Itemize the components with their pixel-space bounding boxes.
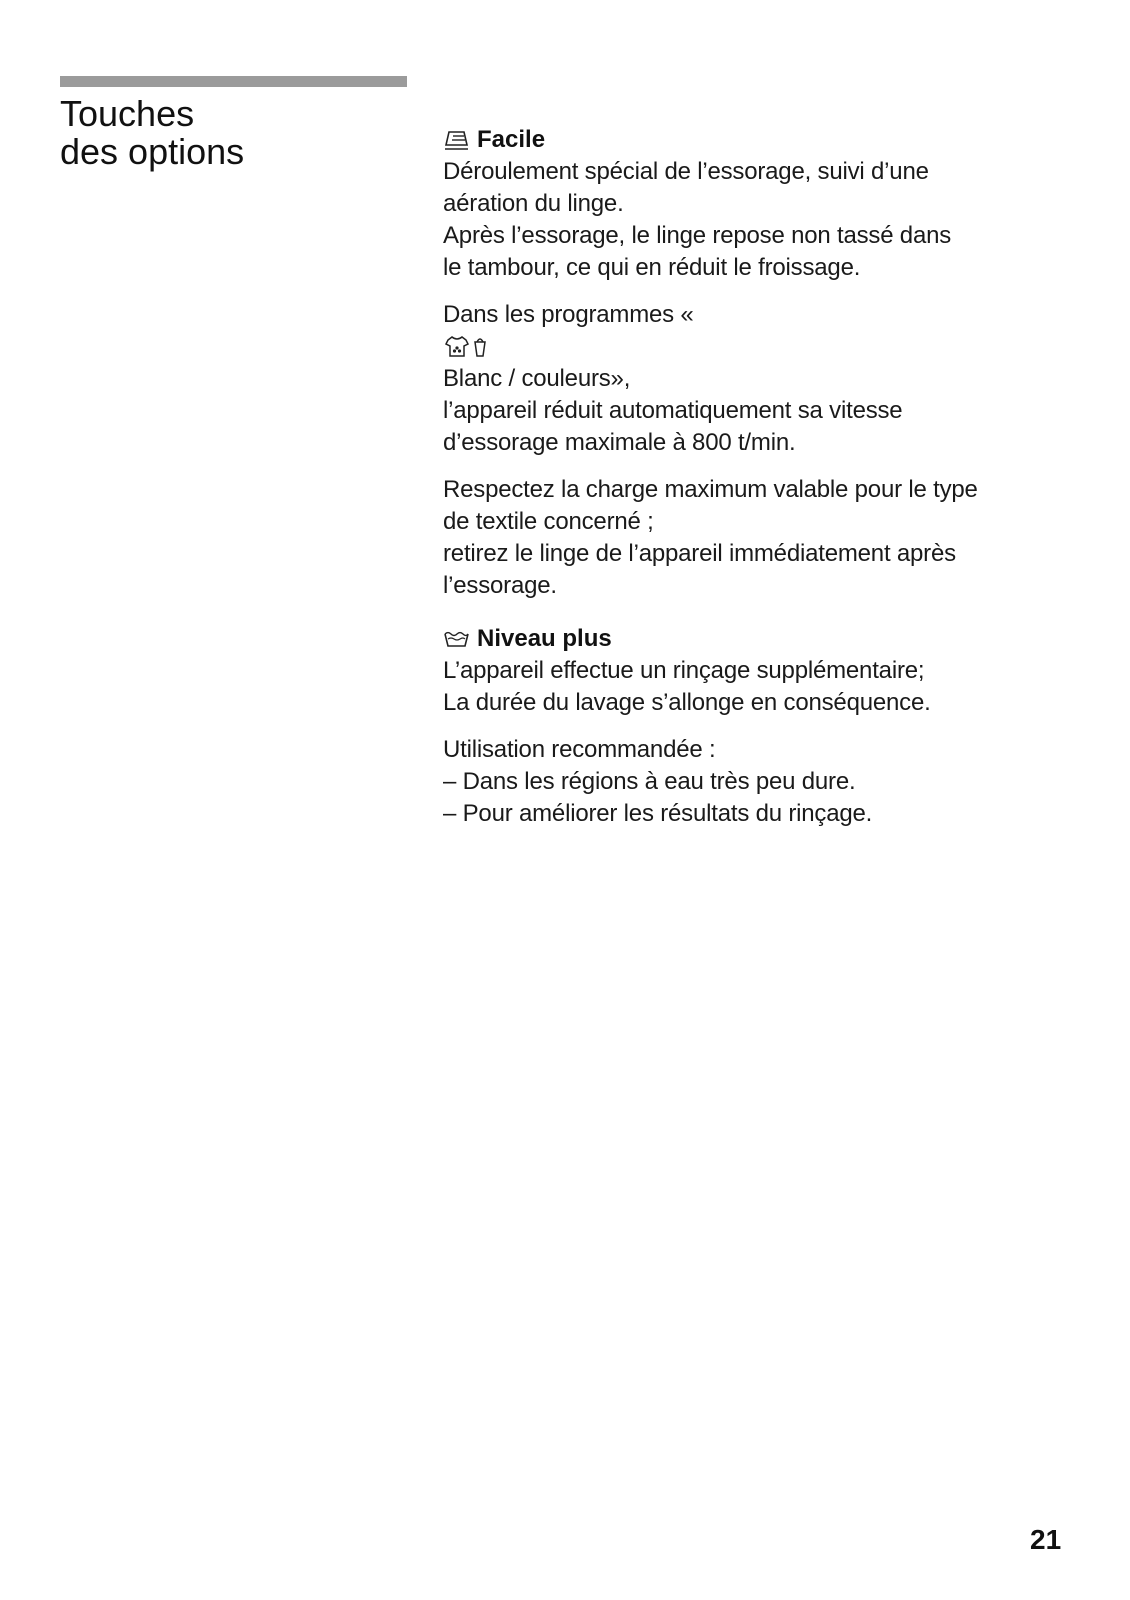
niveau-paragraph-1 — [443, 655, 1073, 719]
top-rule — [60, 76, 407, 87]
text-line: Utilisation recommandée : — [443, 736, 716, 763]
option-niveau-heading — [443, 623, 1073, 655]
section-title — [60, 95, 244, 171]
facile-paragraph-2 — [443, 299, 1073, 459]
list-item: – Pour améliorer les résultats du rinçage. — [443, 800, 873, 827]
text-line: de textile concerné ; — [443, 508, 654, 535]
text-line: aération du linge. — [443, 190, 624, 217]
text-line: La durée du lavage s’allonge en conséquence. — [443, 689, 931, 716]
text-line: d’essorage maximale à 800 t/min. — [443, 429, 796, 456]
text-line: Respectez la charge maximum valable pour le type — [443, 476, 978, 503]
cotton-shirt-icon — [444, 333, 470, 359]
option-niveau-title: Niveau plus — [477, 625, 612, 652]
text-fragment: Dans les programmes « — [443, 301, 694, 328]
text-line: le tambour, ce qui en réduit le froissage. — [443, 254, 861, 281]
text-line: retirez le linge de l’appareil immédiatement après — [443, 540, 956, 567]
page-number: 21 — [1030, 1524, 1062, 1555]
facile-paragraph-3 — [443, 474, 1073, 602]
text-line: Déroulement spécial de l’essorage, suivi d’une — [443, 158, 929, 185]
section-title-line-2: des options — [60, 131, 245, 172]
iron-icon — [443, 128, 470, 152]
text-line: L’appareil effectue un rinçage supplémentaire; — [443, 657, 925, 684]
option-facile-title: Facile — [477, 126, 546, 153]
content-column — [443, 124, 1073, 845]
list-item: – Dans les régions à eau très peu dure. — [443, 768, 856, 795]
niveau-paragraph-2 — [443, 734, 1073, 830]
text-line — [443, 299, 1073, 395]
text-line: Après l’essorage, le linge repose non tassé dans — [443, 222, 952, 249]
text-line: l’appareil réduit automatiquement sa vitesse — [443, 397, 903, 424]
wash-tub-icon — [443, 627, 470, 651]
facile-paragraph-1 — [443, 156, 1073, 284]
text-line: l’essorage. — [443, 572, 557, 599]
option-facile-heading — [443, 124, 1073, 156]
section-title-line-1: Touches — [60, 93, 195, 134]
bucket-icon — [472, 333, 488, 359]
text-fragment: Blanc / couleurs», — [443, 365, 631, 392]
